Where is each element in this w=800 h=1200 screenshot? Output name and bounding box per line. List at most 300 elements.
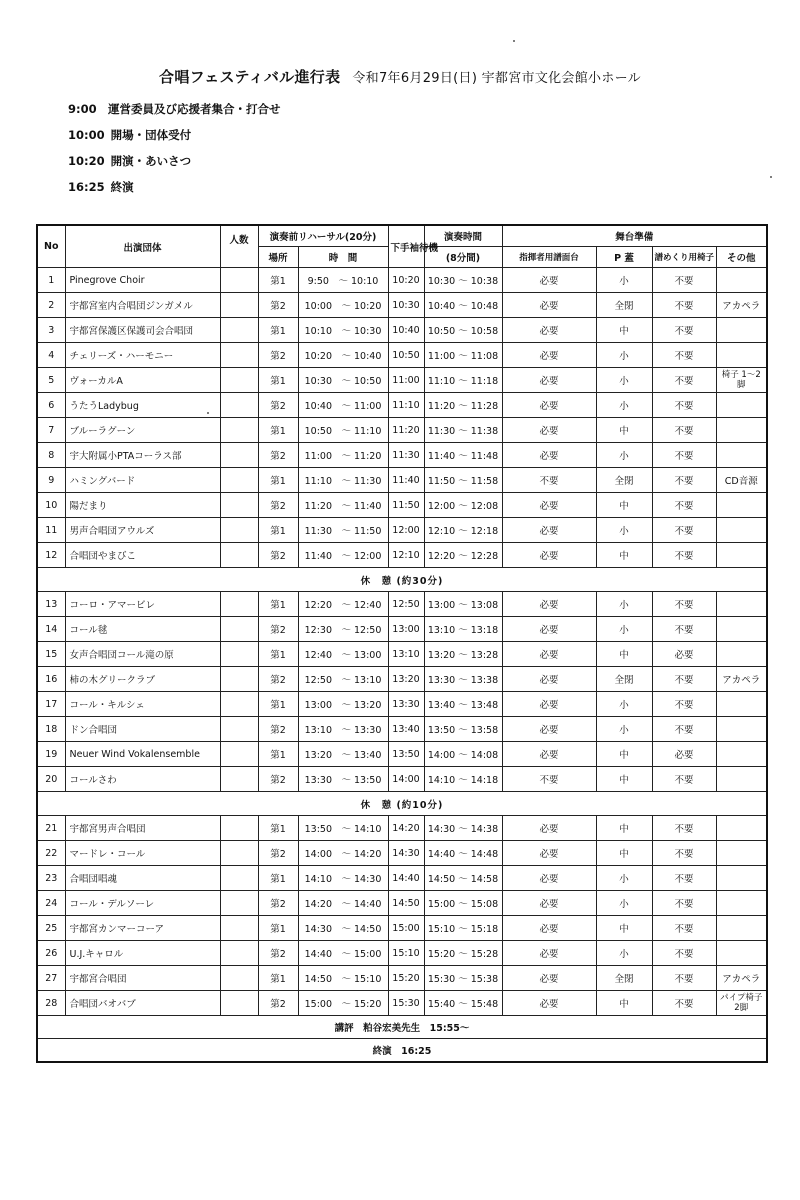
other-notes: アカペラ (716, 667, 767, 692)
conductor-stand: 必要 (502, 941, 596, 966)
rehearsal-time: 11:30 ～ 11:50 (298, 518, 388, 543)
table-row (37, 816, 767, 841)
rehearsal-place: 第1 (258, 518, 298, 543)
rehearsal-time: 10:30 ～ 10:50 (298, 368, 388, 393)
rehearsal-place: 第1 (258, 318, 298, 343)
table-row (37, 518, 767, 543)
header-other: その他 (716, 247, 767, 268)
page-turn-chair: 不要 (652, 667, 716, 692)
piano-lid: 小 (596, 393, 652, 418)
other-notes: パイプ椅子 2脚 (716, 991, 767, 1016)
rehearsal-place: 第2 (258, 891, 298, 916)
page-turn-chair: 不要 (652, 966, 716, 991)
page-turn-chair: 不要 (652, 468, 716, 493)
row-no: 4 (37, 343, 65, 368)
conductor-stand: 必要 (502, 393, 596, 418)
member-count (220, 393, 258, 418)
row-no: 20 (37, 767, 65, 792)
other-notes (716, 717, 767, 742)
rehearsal-time: 15:00 ～ 15:20 (298, 991, 388, 1016)
performance-time: 13:10 ～ 13:18 (424, 617, 502, 642)
other-notes: アカペラ (716, 293, 767, 318)
table-row (37, 692, 767, 717)
rehearsal-time: 14:30 ～ 14:50 (298, 916, 388, 941)
performance-time: 13:00 ～ 13:08 (424, 592, 502, 617)
header-wing: 下手袖待機 (388, 225, 424, 268)
rehearsal-time: 13:10 ～ 13:30 (298, 717, 388, 742)
other-notes (716, 343, 767, 368)
table-row (37, 393, 767, 418)
intermission-label: 休 憩 (約30分) (37, 568, 767, 592)
other-notes (716, 617, 767, 642)
group-name: 宇都宮合唱団 (65, 966, 220, 991)
page-turn-chair: 不要 (652, 418, 716, 443)
page-turn-chair: 不要 (652, 293, 716, 318)
other-notes (716, 418, 767, 443)
rehearsal-place: 第1 (258, 418, 298, 443)
page-turn-chair: 不要 (652, 916, 716, 941)
intermission-row (37, 568, 767, 592)
row-no: 18 (37, 717, 65, 742)
header-stage: 舞台準備 (502, 225, 767, 247)
rehearsal-time: 10:20 ～ 10:40 (298, 343, 388, 368)
piano-lid: 小 (596, 941, 652, 966)
member-count (220, 318, 258, 343)
conductor-stand: 必要 (502, 742, 596, 767)
group-name: うたうLadybug (65, 393, 220, 418)
performance-time: 10:40 ～ 10:48 (424, 293, 502, 318)
other-notes (716, 742, 767, 767)
group-name: コール毬 (65, 617, 220, 642)
conductor-stand: 必要 (502, 318, 596, 343)
rehearsal-time: 11:20 ～ 11:40 (298, 493, 388, 518)
member-count (220, 692, 258, 717)
schedule-time: 10:20 (68, 154, 105, 168)
member-count (220, 717, 258, 742)
header-page-turn-chair: 譜めくり用椅子 (652, 247, 716, 268)
wing-time: 15:10 (388, 941, 424, 966)
page-turn-chair: 不要 (652, 592, 716, 617)
schedule-time: 16:25 (68, 180, 105, 194)
page-title (0, 66, 800, 87)
performance-time: 14:40 ～ 14:48 (424, 841, 502, 866)
rehearsal-time: 14:00 ～ 14:20 (298, 841, 388, 866)
performance-time: 14:30 ～ 14:38 (424, 816, 502, 841)
other-notes (716, 916, 767, 941)
group-name: コーロ・アマービレ (65, 592, 220, 617)
wing-time: 12:10 (388, 543, 424, 568)
conductor-stand: 必要 (502, 543, 596, 568)
table-row (37, 891, 767, 916)
conductor-stand: 必要 (502, 368, 596, 393)
wing-time: 14:40 (388, 866, 424, 891)
group-name: コール・デルソーレ (65, 891, 220, 916)
rehearsal-place: 第2 (258, 543, 298, 568)
member-count (220, 343, 258, 368)
row-no: 10 (37, 493, 65, 518)
conductor-stand: 必要 (502, 866, 596, 891)
conductor-stand: 不要 (502, 767, 596, 792)
conductor-stand: 必要 (502, 418, 596, 443)
group-name: 男声合唱団アウルズ (65, 518, 220, 543)
critique-row: 講評 粕谷宏美先生 15:55～ (37, 1016, 767, 1039)
conductor-stand: 必要 (502, 916, 596, 941)
page-turn-chair: 不要 (652, 518, 716, 543)
other-notes (716, 941, 767, 966)
wing-time: 10:20 (388, 268, 424, 293)
other-notes (716, 393, 767, 418)
piano-lid: 小 (596, 443, 652, 468)
rehearsal-place: 第1 (258, 916, 298, 941)
group-name: 合唱団やまびこ (65, 543, 220, 568)
piano-lid: 小 (596, 368, 652, 393)
table-row (37, 343, 767, 368)
row-no: 17 (37, 692, 65, 717)
performance-time: 14:00 ～ 14:08 (424, 742, 502, 767)
table-row (37, 767, 767, 792)
group-name: ハミングバード (65, 468, 220, 493)
conductor-stand: 必要 (502, 293, 596, 318)
wing-time: 14:30 (388, 841, 424, 866)
other-notes (716, 841, 767, 866)
group-name: 宇都宮カンマーコーア (65, 916, 220, 941)
table-row (37, 617, 767, 642)
wing-time: 10:50 (388, 343, 424, 368)
piano-lid: 全閉 (596, 468, 652, 493)
performance-time: 13:40 ～ 13:48 (424, 692, 502, 717)
date-venue: 令和7年6月29日(日) 宇都宮市文化会館小ホール (352, 71, 641, 86)
other-notes (716, 268, 767, 293)
wing-time: 13:10 (388, 642, 424, 667)
wing-time: 13:30 (388, 692, 424, 717)
wing-time: 14:00 (388, 767, 424, 792)
rehearsal-time: 14:40 ～ 15:00 (298, 941, 388, 966)
row-no: 16 (37, 667, 65, 692)
rehearsal-place: 第1 (258, 592, 298, 617)
other-notes (716, 543, 767, 568)
header-perf: 演奏時間 (424, 225, 502, 247)
row-no: 19 (37, 742, 65, 767)
conductor-stand: 必要 (502, 692, 596, 717)
row-no: 1 (37, 268, 65, 293)
rehearsal-place: 第1 (258, 642, 298, 667)
conductor-stand: 必要 (502, 493, 596, 518)
piano-lid: 全閉 (596, 966, 652, 991)
performance-time: 13:50 ～ 13:58 (424, 717, 502, 742)
conductor-stand: 必要 (502, 717, 596, 742)
page-turn-chair: 不要 (652, 991, 716, 1016)
wing-time: 11:50 (388, 493, 424, 518)
row-no: 6 (37, 393, 65, 418)
table-row (37, 667, 767, 692)
wing-time: 11:40 (388, 468, 424, 493)
wing-time: 14:20 (388, 816, 424, 841)
rehearsal-place: 第2 (258, 493, 298, 518)
other-notes (716, 816, 767, 841)
piano-lid: 中 (596, 991, 652, 1016)
rehearsal-place: 第1 (258, 816, 298, 841)
group-name: チェリーズ・ハーモニー (65, 343, 220, 368)
rehearsal-time: 13:30 ～ 13:50 (298, 767, 388, 792)
group-name: コールさわ (65, 767, 220, 792)
rehearsal-place: 第2 (258, 991, 298, 1016)
performance-time: 10:50 ～ 10:58 (424, 318, 502, 343)
schedule-item (68, 153, 191, 169)
performance-time: 11:50 ～ 11:58 (424, 468, 502, 493)
performance-time: 10:30 ～ 10:38 (424, 268, 502, 293)
table-row (37, 318, 767, 343)
wing-time: 13:20 (388, 667, 424, 692)
other-notes (716, 592, 767, 617)
member-count (220, 493, 258, 518)
wing-time: 15:00 (388, 916, 424, 941)
conductor-stand: 必要 (502, 617, 596, 642)
rehearsal-time: 10:40 ～ 11:00 (298, 393, 388, 418)
rehearsal-time: 10:50 ～ 11:10 (298, 418, 388, 443)
page-turn-chair: 不要 (652, 891, 716, 916)
row-no: 12 (37, 543, 65, 568)
other-notes (716, 866, 767, 891)
page-turn-chair: 不要 (652, 767, 716, 792)
row-no: 11 (37, 518, 65, 543)
member-count (220, 418, 258, 443)
performance-time: 11:00 ～ 11:08 (424, 343, 502, 368)
page-turn-chair: 不要 (652, 692, 716, 717)
table-row (37, 742, 767, 767)
member-count (220, 293, 258, 318)
table-row (37, 468, 767, 493)
row-no: 21 (37, 816, 65, 841)
performance-time: 14:50 ～ 14:58 (424, 866, 502, 891)
piano-lid: 小 (596, 617, 652, 642)
conductor-stand: 必要 (502, 991, 596, 1016)
schedule-time: 9:00 (68, 102, 97, 116)
wing-time: 11:30 (388, 443, 424, 468)
group-name: ブルーラグーン (65, 418, 220, 443)
rehearsal-time: 12:50 ～ 13:10 (298, 667, 388, 692)
member-count (220, 368, 258, 393)
header-time: 時 間 (298, 247, 388, 268)
table-row (37, 368, 767, 393)
header-piano-lid: P 蓋 (596, 247, 652, 268)
wing-time: 12:00 (388, 518, 424, 543)
member-count (220, 468, 258, 493)
member-count (220, 667, 258, 692)
piano-lid: 小 (596, 891, 652, 916)
group-name: マードレ・コール (65, 841, 220, 866)
group-name: U.J.キャロル (65, 941, 220, 966)
conductor-stand: 必要 (502, 966, 596, 991)
other-notes (716, 767, 767, 792)
conductor-stand: 不要 (502, 468, 596, 493)
other-notes (716, 443, 767, 468)
member-count (220, 816, 258, 841)
piano-lid: 中 (596, 767, 652, 792)
wing-time: 15:30 (388, 991, 424, 1016)
member-count (220, 543, 258, 568)
schedule-text: 開演・あいさつ (110, 154, 192, 168)
table-row (37, 717, 767, 742)
conductor-stand: 必要 (502, 518, 596, 543)
rehearsal-time: 14:20 ～ 14:40 (298, 891, 388, 916)
performance-time: 12:20 ～ 12:28 (424, 543, 502, 568)
row-no: 22 (37, 841, 65, 866)
rehearsal-place: 第1 (258, 368, 298, 393)
rehearsal-place: 第2 (258, 443, 298, 468)
table-row (37, 293, 767, 318)
piano-lid: 小 (596, 866, 652, 891)
piano-lid: 中 (596, 642, 652, 667)
table-row (37, 991, 767, 1016)
closing-row: 終演 16:25 (37, 1039, 767, 1063)
rehearsal-time: 14:50 ～ 15:10 (298, 966, 388, 991)
group-name: ドン合唱団 (65, 717, 220, 742)
row-no: 24 (37, 891, 65, 916)
conductor-stand: 必要 (502, 891, 596, 916)
page-turn-chair: 不要 (652, 493, 716, 518)
wing-time: 10:30 (388, 293, 424, 318)
other-notes (716, 642, 767, 667)
header-rehearsal: 演奏前リハーサル(20分) (258, 225, 388, 247)
piano-lid: 小 (596, 717, 652, 742)
table-row (37, 941, 767, 966)
member-count (220, 866, 258, 891)
wing-time: 15:20 (388, 966, 424, 991)
performance-time: 15:00 ～ 15:08 (424, 891, 502, 916)
page-turn-chair: 不要 (652, 543, 716, 568)
rehearsal-time: 13:50 ～ 14:10 (298, 816, 388, 841)
group-name: 女声合唱団コール滝の原 (65, 642, 220, 667)
row-no: 7 (37, 418, 65, 443)
group-name: コール・キルシェ (65, 692, 220, 717)
row-no: 26 (37, 941, 65, 966)
rehearsal-place: 第1 (258, 692, 298, 717)
table-row (37, 841, 767, 866)
performance-time: 11:30 ～ 11:38 (424, 418, 502, 443)
piano-lid: 小 (596, 692, 652, 717)
page-turn-chair: 不要 (652, 941, 716, 966)
wing-time: 10:40 (388, 318, 424, 343)
rehearsal-time: 14:10 ～ 14:30 (298, 866, 388, 891)
rehearsal-place: 第2 (258, 343, 298, 368)
rehearsal-time: 9:50 ～ 10:10 (298, 268, 388, 293)
conductor-stand: 必要 (502, 667, 596, 692)
member-count (220, 742, 258, 767)
schedule-text: 終演 (110, 180, 134, 194)
group-name: Pinegrove Choir (65, 268, 220, 293)
rehearsal-place: 第2 (258, 717, 298, 742)
rehearsal-time: 13:00 ～ 13:20 (298, 692, 388, 717)
group-name: Neuer Wind Vokalensemble (65, 742, 220, 767)
page-turn-chair: 不要 (652, 393, 716, 418)
piano-lid: 小 (596, 518, 652, 543)
other-notes (716, 518, 767, 543)
member-count (220, 443, 258, 468)
page-turn-chair: 不要 (652, 816, 716, 841)
rehearsal-place: 第2 (258, 393, 298, 418)
rehearsal-time: 12:40 ～ 13:00 (298, 642, 388, 667)
row-no: 3 (37, 318, 65, 343)
wing-time: 11:20 (388, 418, 424, 443)
rehearsal-time: 10:00 ～ 10:20 (298, 293, 388, 318)
wing-time: 11:00 (388, 368, 424, 393)
group-name: 合唱団バオバブ (65, 991, 220, 1016)
row-no: 25 (37, 916, 65, 941)
rehearsal-place: 第2 (258, 841, 298, 866)
row-no: 14 (37, 617, 65, 642)
conductor-stand: 必要 (502, 343, 596, 368)
page-turn-chair: 不要 (652, 841, 716, 866)
member-count (220, 518, 258, 543)
member-count (220, 841, 258, 866)
page-turn-chair: 不要 (652, 717, 716, 742)
wing-time: 13:00 (388, 617, 424, 642)
other-notes (716, 318, 767, 343)
row-no: 8 (37, 443, 65, 468)
schedule-item (68, 179, 134, 195)
group-name: 合唱団唱魂 (65, 866, 220, 891)
performance-time: 15:30 ～ 15:38 (424, 966, 502, 991)
intermission-row (37, 792, 767, 816)
rehearsal-place: 第1 (258, 468, 298, 493)
group-name: 宇都宮室内合唱団ジンガメル (65, 293, 220, 318)
schedule-item (68, 101, 281, 117)
schedule-text: 開場・団体受付 (110, 128, 192, 142)
header-conductor-stand: 指揮者用譜面台 (502, 247, 596, 268)
conductor-stand: 必要 (502, 268, 596, 293)
rehearsal-place: 第1 (258, 866, 298, 891)
other-notes: アカペラ (716, 966, 767, 991)
piano-lid: 中 (596, 418, 652, 443)
table-row (37, 966, 767, 991)
other-notes (716, 692, 767, 717)
table-row (37, 418, 767, 443)
rehearsal-time: 11:00 ～ 11:20 (298, 443, 388, 468)
table-body (37, 268, 767, 1016)
performance-time: 11:10 ～ 11:18 (424, 368, 502, 393)
performance-time: 13:20 ～ 13:28 (424, 642, 502, 667)
group-name: 柿の木グリークラブ (65, 667, 220, 692)
group-name: 陽だまり (65, 493, 220, 518)
schedule-item (68, 127, 191, 143)
piano-lid: 中 (596, 318, 652, 343)
conductor-stand: 必要 (502, 592, 596, 617)
piano-lid: 中 (596, 742, 652, 767)
table-row (37, 642, 767, 667)
performance-time: 12:10 ～ 12:18 (424, 518, 502, 543)
member-count (220, 617, 258, 642)
rehearsal-place: 第2 (258, 767, 298, 792)
table-row (37, 543, 767, 568)
piano-lid: 中 (596, 841, 652, 866)
schedule-text: 運営委員及び応援者集合・打合せ (108, 102, 281, 116)
member-count (220, 891, 258, 916)
program-table (36, 224, 768, 1063)
header-group: 出演団体 (65, 225, 220, 268)
rehearsal-time: 10:10 ～ 10:30 (298, 318, 388, 343)
group-name: 宇都宮保護区保護司会合唱団 (65, 318, 220, 343)
piano-lid: 全閉 (596, 293, 652, 318)
rehearsal-place: 第2 (258, 941, 298, 966)
member-count (220, 941, 258, 966)
conductor-stand: 必要 (502, 642, 596, 667)
row-no: 5 (37, 368, 65, 393)
wing-time: 11:10 (388, 393, 424, 418)
performance-time: 14:10 ～ 14:18 (424, 767, 502, 792)
group-name: ヴォーカルA (65, 368, 220, 393)
rehearsal-place: 第2 (258, 293, 298, 318)
member-count (220, 268, 258, 293)
